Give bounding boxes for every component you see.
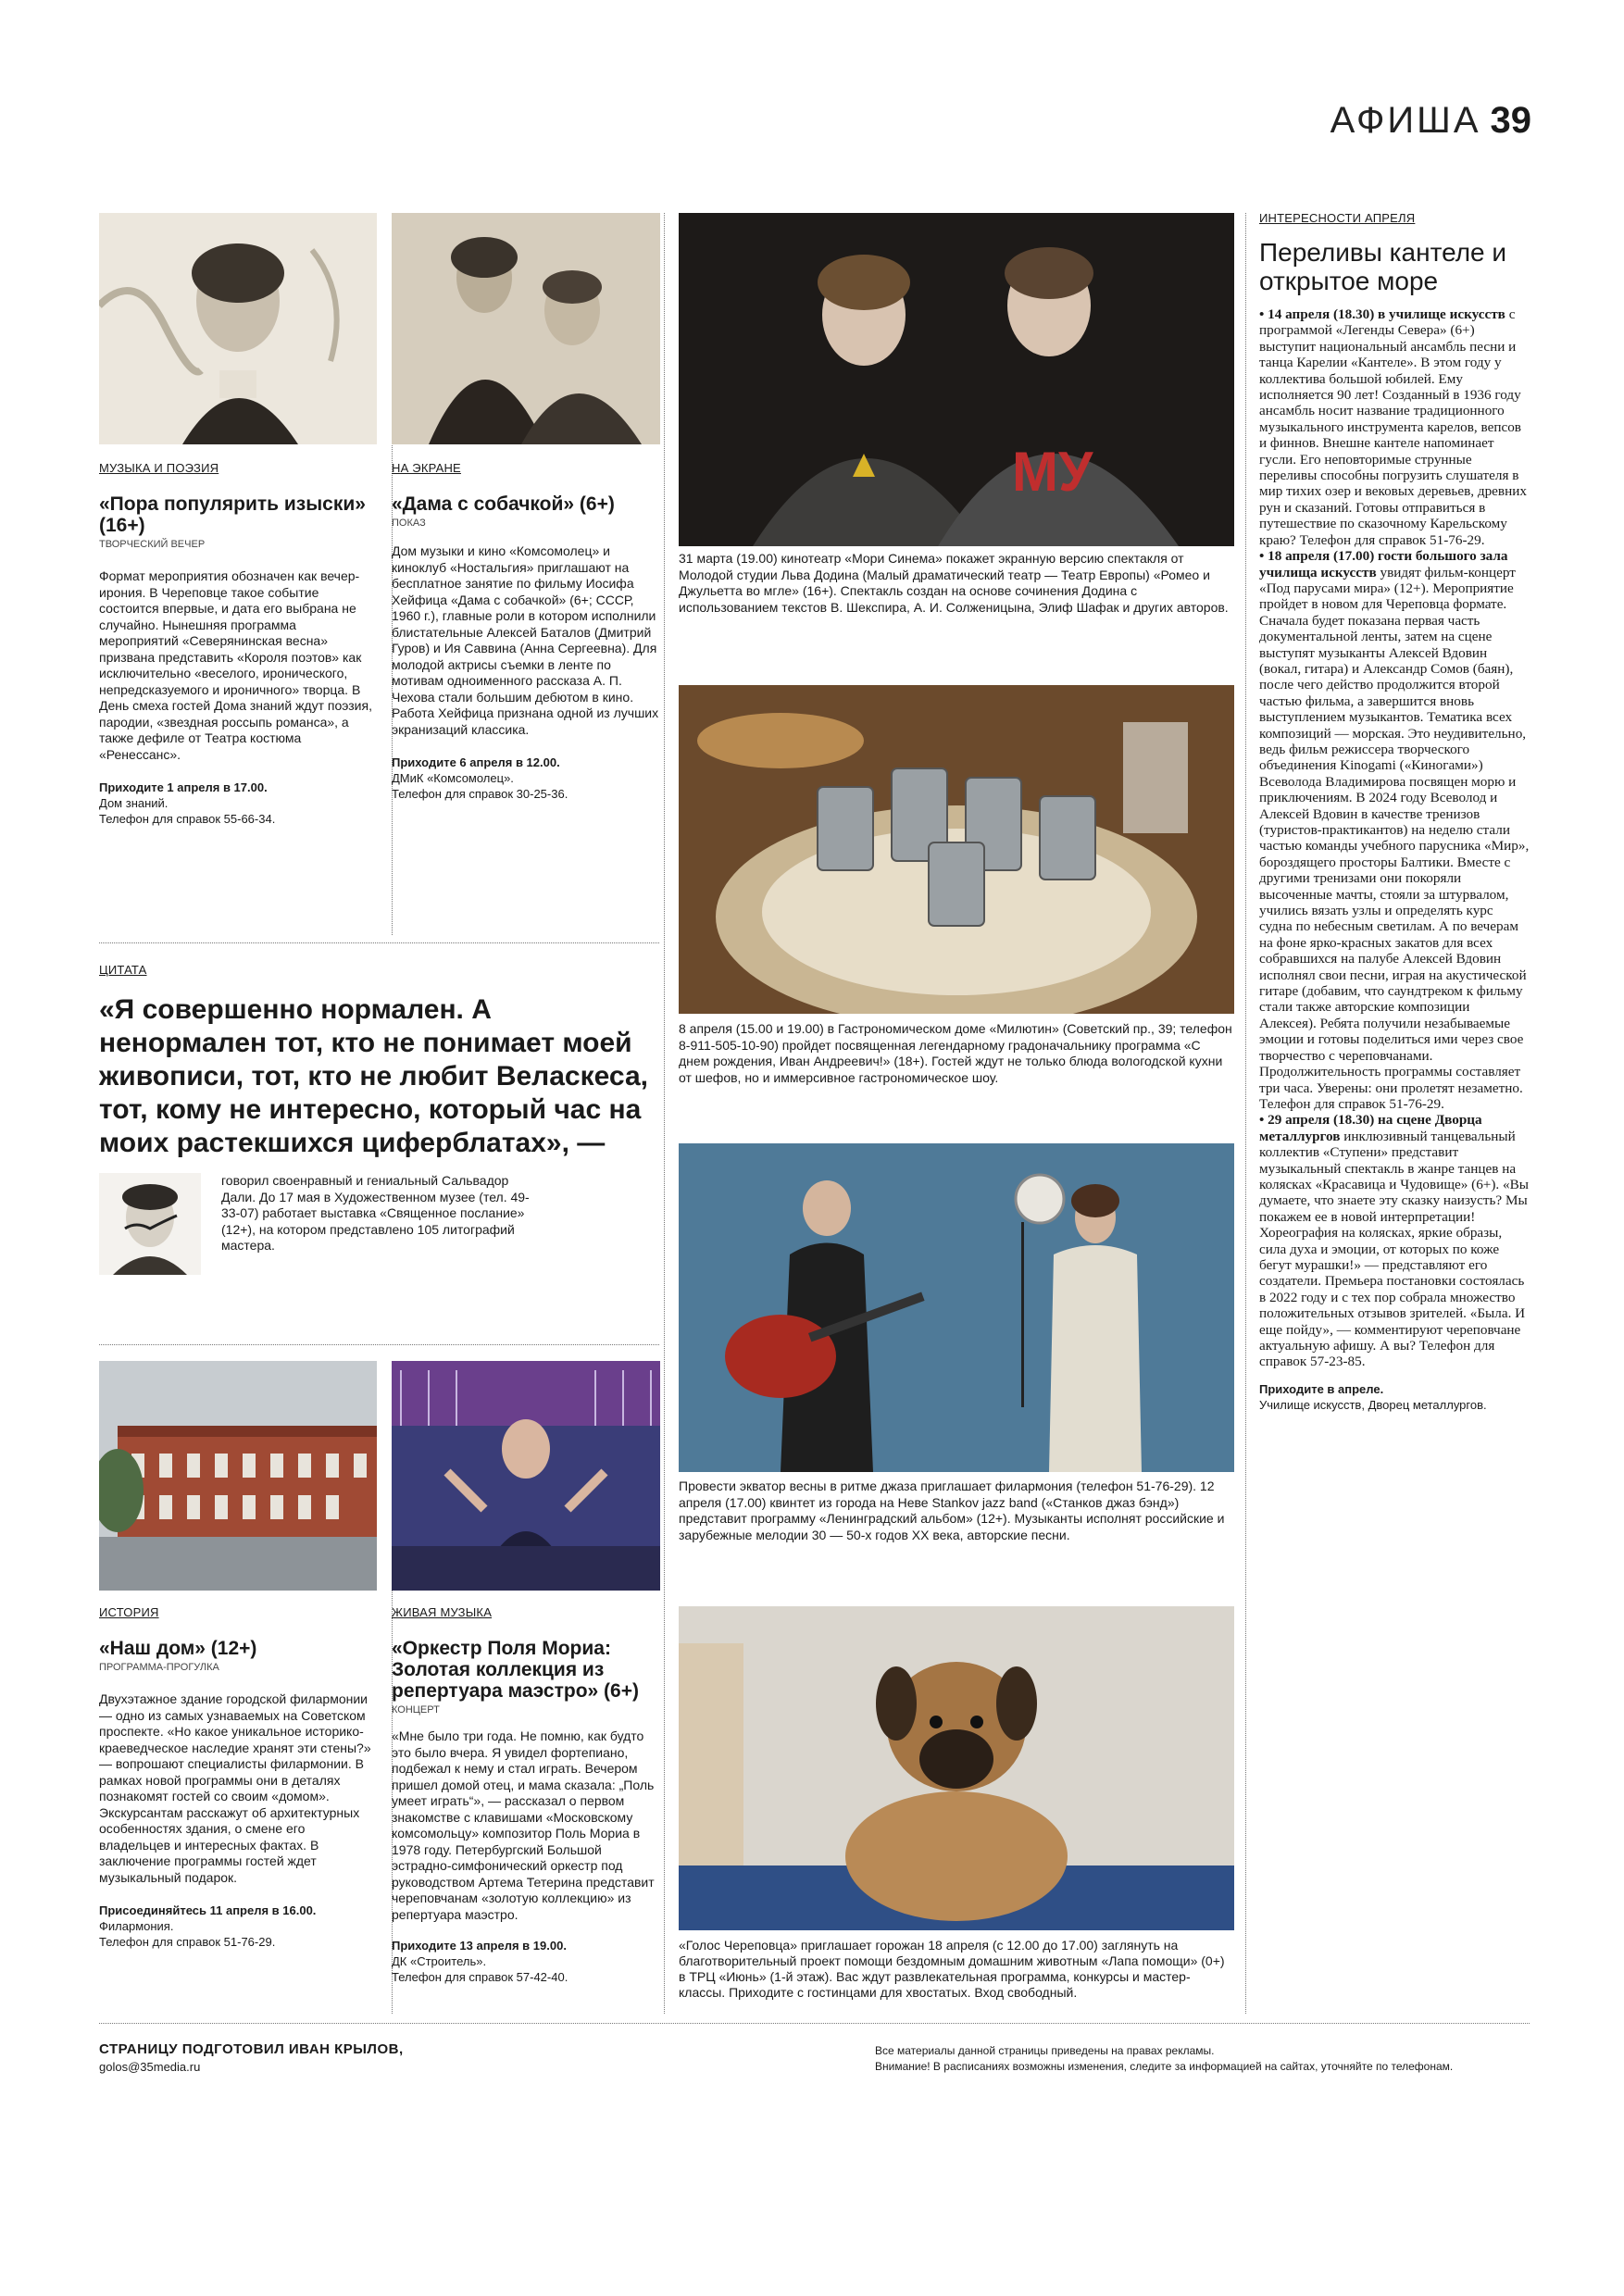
highlights-headline: Переливы кантеле и открытое море bbox=[1259, 238, 1507, 295]
event-venue: Дом знаний. bbox=[99, 796, 169, 810]
article-subtitle: КОНЦЕРТ bbox=[392, 1704, 440, 1716]
event-info bbox=[392, 755, 660, 802]
event-lead: • 18 апреля (17.00) гости большого зала училища искусств bbox=[1259, 548, 1508, 580]
footer-notes bbox=[875, 2043, 1453, 2075]
rubric: ИСТОРИЯ bbox=[99, 1605, 159, 1619]
article-title: «Дама с собачкой» (6+) bbox=[392, 493, 615, 515]
page-number: 39 bbox=[1490, 100, 1531, 141]
article-body: Формат мероприятия обозначен как вечер-ирония. В Череповце такое событие состоится впервые, и дата его выбрана не случайно. Нынешняя программа мероприятий «Северянинская весна» призвана представить «Короля поэтов» как исключительно «веселого, иронического, непредсказуемого и ироничного» творца. В День смеха гостей Дома знаний ждут поэзия, пародии, «звездная россыпь романса», а также дефиле от Театра костюма «Ренессанс». bbox=[99, 568, 372, 762]
event-date: Приходите 6 апреля в 12.00. bbox=[392, 755, 560, 769]
advert-note: Все материалы данной страницы приведены на правах рекламы. bbox=[875, 2044, 1215, 2057]
prepared-by: СТРАНИЦУ ПОДГОТОВИЛ ИВАН КРЫЛОВ, bbox=[99, 2041, 404, 2057]
article-subtitle: ТВОРЧЕСКИЙ ВЕЧЕР bbox=[99, 539, 206, 550]
event-phone: Телефон для справок 57-42-40. bbox=[392, 1970, 568, 1984]
event-info bbox=[392, 1938, 660, 1985]
rubric: НА ЭКРАНЕ bbox=[392, 461, 461, 475]
event-text: инклюзивный танцевальный коллектив «Ступени» представит музыкальный спектакль в жанре танцев на колясках «Красавица и Чудовище» (6+). «Вы думаете, что знаете эту сказку наизусть? Мы покажем ее в новой интерпретации! Хореография на колясках, яркие образы, сила духа и эмоции, от которых по коже бегут мурашки!» — представляют его создатели. Премьера постановки состоялась в 2022 году и с тех пор собрала множество положительных отзывов зрителей. «Была. И еще пойду», — комментируют череповчане актуальную афишу. А вы? Телефон для справок 57-23-85. bbox=[1259, 1128, 1529, 1370]
event-text: увидят фильм-концерт «Под парусами мира» (12+). Мероприятие пройдет в новом для Череповца формате. Сначала будет показана первая часть документальной ленты, затем на сцене выступят музыканты Алексей Вдовин (вокал, гитара) и Александр Сомов (баян), после чего действо продолжится второй частью фильма, а завершится вновь выступлением музыкантов. Тематика всех композиций — морская. Это неудивительно, ведь фильм режиссера творческого объединения Kinogami («Киногами») Всеволода Владимирова посвящен морю и приключениям. В 2024 году Всеволод и Алексей Вдовин в качестве тренизов (туристов-практикантов) на неделю стали частью команды учебного парусника «Мир», бороздящего просторы Балтики. Вместе с другими тренизами они покоряли высоченные мачты, стояли за штурвалом, учились вязать узлы и определять курс судна по небесным светилам. А по вечерам на фоне ярко-красных закатов для всех собравшихся на палубе Алексей Вдовин исполнял свои песни, играя на акустической гитаре (добавим, что саундтреком к фильму стали также авторские композиции Алексея). Ребята получили незабываемые эмоции и готовы поделиться ими через свое творчество с череповчанами. Продолжительность программы составляет три часа. Уверены: они пролетят незаметно. Телефон для справок 51-76-29. bbox=[1259, 564, 1530, 1112]
event-phone: Телефон для справок 51-76-29. bbox=[99, 1935, 276, 1949]
event-text: с программой «Легенды Севера» (6+) выступит национальный ансамбль песни и танца Карелии «Кантеле». В этом году у коллектива большой юбилей. Ему исполняется 90 лет! Созданный в 1936 году ансамбль носит название традиционного музыкального инструмента карелов, вепсов и финнов. Внешне кантеле напоминает гусли. Его неповторимые струнные переливы способны погрузить слушателя в мир тихих озер и вековых деревьев, древних рун и сказаний. Готовы отправиться в путешествие по сказочному Карельскому краю? Телефон для справок 51-76-29. bbox=[1259, 306, 1527, 548]
warning-note: Внимание! В расписаниях возможны изменения, следите за информацией на сайтах, уточняйте по телефонам. bbox=[875, 2060, 1454, 2073]
gastro-caption: 8 апреля (15.00 и 19.00) в Гастрономическом доме «Милютин» (Советский пр., 39; телефон 8-911-505-10-90) пройдет посвященная легендарному градоначальнику программа «С днем рождения, Иван Андреевич!» (18+). Гостей ждут не только блюда вологодской кухни от шефов, но и иммерсивное гастрономическое шоу. bbox=[679, 1021, 1232, 1085]
event-info bbox=[99, 780, 377, 827]
event-venue: Филармония. bbox=[99, 1919, 174, 1933]
event-venue: Училище искусств, Дворец металлургов. bbox=[1259, 1397, 1487, 1412]
event-phone: Телефон для справок 55-66-34. bbox=[99, 812, 276, 826]
event-date: Приходите в апреле. bbox=[1259, 1381, 1384, 1396]
event-date: Присоединяйтесь 11 апреля в 16.00. bbox=[99, 1903, 317, 1917]
live-music-article bbox=[392, 1605, 660, 1985]
event-venue: ДК «Строитель». bbox=[392, 1954, 487, 1968]
section-title: АФИША bbox=[1330, 100, 1481, 141]
quote-block bbox=[99, 963, 655, 1275]
rubric: ЦИТАТА bbox=[99, 963, 147, 977]
svg-text:МУ: МУ bbox=[1012, 441, 1093, 503]
film-still-photo bbox=[392, 213, 660, 444]
event-lead: • 14 апреля (18.30) в училище искусств bbox=[1259, 306, 1505, 322]
event-date: Приходите 13 апреля в 19.00. bbox=[392, 1939, 567, 1953]
puppy-caption: «Голос Череповца» приглашает горожан 18 апреля (с 12.00 до 17.00) заглянуть на благотворительный проект помощи бездомным домашним животным «Лапа помощи» (0+) в ТРЦ «Июнь» (1-й этаж). Вас ждут развлекательная программа, конкурсы и мастер-классы. Приходите с гостинцами для хвостатых. Вход свободный. bbox=[679, 1938, 1225, 2000]
contact-email[interactable]: golos@35media.ru bbox=[99, 2060, 201, 2074]
article-body: Двухэтажное здание городской филармонии — одно из самых узнаваемых на Советском проспекте. «Но какое уникальное историко-краеведческое наследие хранят эти стены?» — вопрошают специалисты филармонии. В рамках новой программы они в деталях познакомят гостей со своим «домом». Экскурсантам расскажут об архитектурных особенностях здания, о смене его владельцев и интересных фактах. В заключение программы гостей ждет музыкальный подарок. bbox=[99, 1691, 371, 1885]
article-body: Дом музыки и кино «Комсомолец» и киноклуб «Ностальгия» приглашают на бесплатное занятие по фильму Иосифа Хейфица «Дама с собачкой» (6+; СССР, 1960 г.), главные роли в котором исполнили блистательные Алексей Баталов (Дмитрий Гуров) и Ия Саввина (Анна Сергеевна). Для молодой актрисы съемки в ленте по мотивам одноименного рассказа А. П. Чехова стали большим дебютом в кино. Работа Хейфица признана одной из лучших экранизаций классика. bbox=[392, 543, 659, 737]
page-header bbox=[1330, 100, 1531, 142]
rubric: ИНТЕРЕСНОСТИ АПРЕЛЯ bbox=[1259, 211, 1416, 225]
dali-portrait-photo bbox=[99, 1173, 201, 1275]
puppy-photo bbox=[679, 1606, 1234, 1930]
april-highlights bbox=[1259, 211, 1530, 1413]
section-divider bbox=[99, 2023, 1530, 2024]
section-divider bbox=[99, 1344, 659, 1345]
tea-table-photo bbox=[679, 685, 1234, 1014]
quote-attribution: говорил своенравный и гениальный Сальвадор Дали. До 17 мая в Художественном музее (тел. 49-33-07) работает выставка «Священное послание» (12+), на котором представлено 105 литографий мастера. bbox=[221, 1173, 530, 1253]
article-title: «Наш дом» (12+) bbox=[99, 1638, 257, 1659]
jazz-caption: Провести экватор весны в ритме джаза приглашает филармония (телефон 51-76-29). 12 апреля (17.00) квинтет из города на Неве Stankov jazz band («Станков джаз бэнд») представит программу «Ленинградский альбом» (12+). Музыканты исполнят российские и зарубежные мелодии 30 — 50-х годов XX века, авторские песни. bbox=[679, 1479, 1225, 1542]
section-divider bbox=[99, 942, 659, 943]
history-article bbox=[99, 1605, 377, 1950]
philharmonic-building-photo bbox=[99, 1361, 377, 1591]
jazz-band-photo bbox=[679, 1143, 1234, 1472]
article-subtitle: ПОКАЗ bbox=[392, 518, 426, 529]
poet-portrait-photo bbox=[99, 213, 377, 444]
screen-article bbox=[392, 461, 660, 802]
event-info bbox=[99, 1903, 377, 1950]
event-phone: Телефон для справок 30-25-36. bbox=[392, 787, 568, 801]
article-title: «Оркестр Поля Мориа: Золотая коллекция из репертуара маэстро» (6+) bbox=[392, 1638, 639, 1702]
rubric: МУЗЫКА И ПОЭЗИЯ bbox=[99, 461, 219, 475]
conductor-photo bbox=[392, 1361, 660, 1591]
event-date: Приходите 1 апреля в 17.00. bbox=[99, 780, 268, 794]
article-subtitle: ПРОГРАММА-ПРОГУЛКА bbox=[99, 1662, 219, 1673]
event-info bbox=[1259, 1381, 1530, 1413]
theatre-play-photo bbox=[679, 213, 1234, 546]
column-divider bbox=[1245, 213, 1246, 2014]
column-divider bbox=[664, 213, 665, 2014]
footer-credits bbox=[99, 2041, 404, 2074]
highlights-body bbox=[1259, 306, 1530, 1370]
quote-text: «Я совершенно нормален. А ненормален тот, кто не понимает моей живописи, тот, кто не любит Веласкеса, тот, кому не интересно, который час на моих растекшихся циферблатах», — bbox=[99, 994, 648, 1158]
music-article bbox=[99, 461, 377, 827]
event-lead: • 29 апреля (18.30) на сцене Дворца металлургов bbox=[1259, 1112, 1482, 1144]
article-body: «Мне было три года. Не помню, как будто это было вчера. Я увидел фортепиано, подбежал к нему и стал играть. Вечером пришел домой отец, и мама сказала: „Поль умеет играть“», — рассказал о первом знакомстве с клавишами «Московскому комсомольцу» композитор Поль Мориа в 1978 году. Петербургский Большой эстрадно-симфонический оркестр под руководством Артема Тетерина представит череповчанам «золотую коллекцию» из репертуара маэстро. bbox=[392, 1728, 655, 1922]
theatre-caption: 31 марта (19.00) кинотеатр «Мори Синема» покажет экранную версию спектакля от Молодой студии Льва Додина (Малый драматический театр — Театр Европы) «Ромео и Джульетта во мгле» (16+). Спектакль создан на основе сочинения Додина с использованием текстов В. Шекспира, А. И. Солженицына, Элиф Шафак и других авторов. bbox=[679, 551, 1229, 615]
event-venue: ДМиК «Комсомолец». bbox=[392, 771, 514, 785]
article-title: «Пора популярить изыски» (16+) bbox=[99, 493, 366, 536]
rubric: ЖИВАЯ МУЗЫКА bbox=[392, 1605, 493, 1619]
